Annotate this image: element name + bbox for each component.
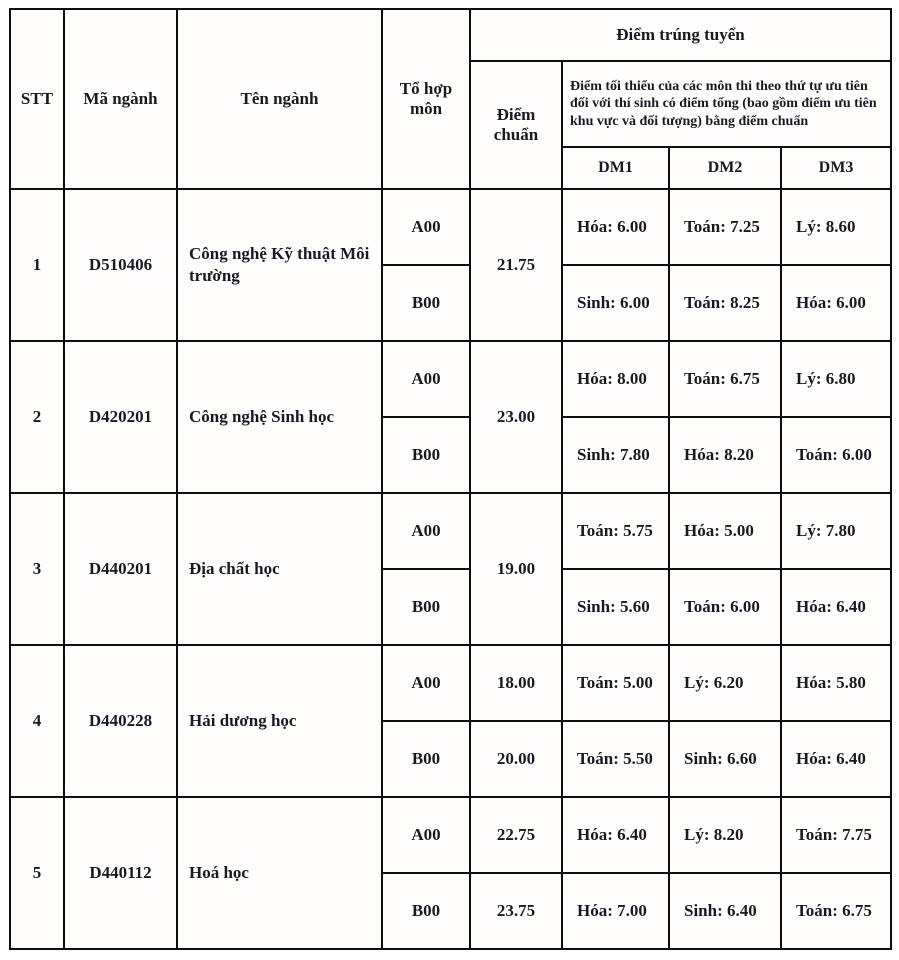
cell-combo: B00: [382, 721, 470, 797]
cell-major-name: Địa chất học: [177, 493, 382, 645]
cell-dm1: Toán: 5.00: [562, 645, 669, 721]
cell-major-name: Hải dương học: [177, 645, 382, 797]
header-dm2: DM2: [669, 147, 781, 189]
cell-dm3: Hóa: 6.00: [781, 265, 891, 341]
cell-major-code: D440228: [64, 645, 177, 797]
cell-dm1: Sinh: 7.80: [562, 417, 669, 493]
cell-dm2: Lý: 8.20: [669, 797, 781, 873]
cell-dm2: Toán: 6.00: [669, 569, 781, 645]
cell-dm2: Toán: 7.25: [669, 189, 781, 265]
cell-score: 22.75: [470, 797, 562, 873]
cell-combo: A00: [382, 189, 470, 265]
cell-stt: 5: [10, 797, 64, 949]
table-row: [10, 797, 891, 873]
admission-scores-table: [9, 8, 892, 950]
cell-major-name: Công nghệ Kỹ thuật Môi trường: [177, 189, 382, 341]
cell-stt: 3: [10, 493, 64, 645]
cell-combo: B00: [382, 569, 470, 645]
cell-major-code: D440201: [64, 493, 177, 645]
cell-dm1: Hóa: 6.40: [562, 797, 669, 873]
cell-dm1: Sinh: 6.00: [562, 265, 669, 341]
cell-dm3: Hóa: 6.40: [781, 569, 891, 645]
cell-combo: B00: [382, 417, 470, 493]
cell-score: 20.00: [470, 721, 562, 797]
cell-dm3: Lý: 6.80: [781, 341, 891, 417]
cell-dm3: Hóa: 6.40: [781, 721, 891, 797]
cell-dm2: Lý: 6.20: [669, 645, 781, 721]
cell-dm2: Sinh: 6.60: [669, 721, 781, 797]
cell-stt: 1: [10, 189, 64, 341]
header-stt: STT: [10, 9, 64, 189]
cell-dm2: Toán: 8.25: [669, 265, 781, 341]
cell-dm3: Toán: 7.75: [781, 797, 891, 873]
cell-dm2: Hóa: 5.00: [669, 493, 781, 569]
cell-score: 19.00: [470, 493, 562, 645]
cell-dm3: Hóa: 5.80: [781, 645, 891, 721]
cell-dm3: Lý: 8.60: [781, 189, 891, 265]
cell-major-code: D510406: [64, 189, 177, 341]
cell-stt: 4: [10, 645, 64, 797]
cell-combo: A00: [382, 341, 470, 417]
cell-combo: A00: [382, 493, 470, 569]
header-to-hop-mon: Tổ hợp môn: [382, 9, 470, 189]
cell-combo: B00: [382, 873, 470, 949]
header-ten-nganh: Tên ngành: [177, 9, 382, 189]
cell-score: 23.75: [470, 873, 562, 949]
cell-major-code: D420201: [64, 341, 177, 493]
cell-dm2: Toán: 6.75: [669, 341, 781, 417]
header-diem-trung-tuyen: Điểm trúng tuyển: [470, 9, 891, 61]
cell-stt: 2: [10, 341, 64, 493]
cell-dm1: Toán: 5.50: [562, 721, 669, 797]
cell-dm1: Toán: 5.75: [562, 493, 669, 569]
header-dm1: DM1: [562, 147, 669, 189]
header-ma-nganh: Mã ngành: [64, 9, 177, 189]
cell-score: 18.00: [470, 645, 562, 721]
header-min-score-description: Điểm tối thiểu của các môn thi theo thứ tự ưu tiên đối với thí sinh có điểm tổng (bao gồm điểm ưu tiên khu vực và đối tượng) bằng điểm chuẩn: [562, 61, 891, 147]
cell-dm1: Hóa: 8.00: [562, 341, 669, 417]
cell-major-name: Công nghệ Sinh học: [177, 341, 382, 493]
table-row: [10, 645, 891, 721]
cell-score: 23.00: [470, 341, 562, 493]
cell-combo: A00: [382, 645, 470, 721]
cell-dm1: Hóa: 7.00: [562, 873, 669, 949]
cell-dm3: Toán: 6.00: [781, 417, 891, 493]
cell-dm2: Hóa: 8.20: [669, 417, 781, 493]
cell-dm1: Sinh: 5.60: [562, 569, 669, 645]
header-dm3: DM3: [781, 147, 891, 189]
header-diem-chuan: Điểm chuẩn: [470, 61, 562, 189]
cell-dm2: Sinh: 6.40: [669, 873, 781, 949]
cell-score: 21.75: [470, 189, 562, 341]
table-row: [10, 493, 891, 569]
cell-combo: B00: [382, 265, 470, 341]
cell-dm1: Hóa: 6.00: [562, 189, 669, 265]
table-row: [10, 341, 891, 417]
cell-major-code: D440112: [64, 797, 177, 949]
cell-dm3: Lý: 7.80: [781, 493, 891, 569]
cell-major-name: Hoá học: [177, 797, 382, 949]
cell-dm3: Toán: 6.75: [781, 873, 891, 949]
cell-combo: A00: [382, 797, 470, 873]
table-row: [10, 189, 891, 265]
